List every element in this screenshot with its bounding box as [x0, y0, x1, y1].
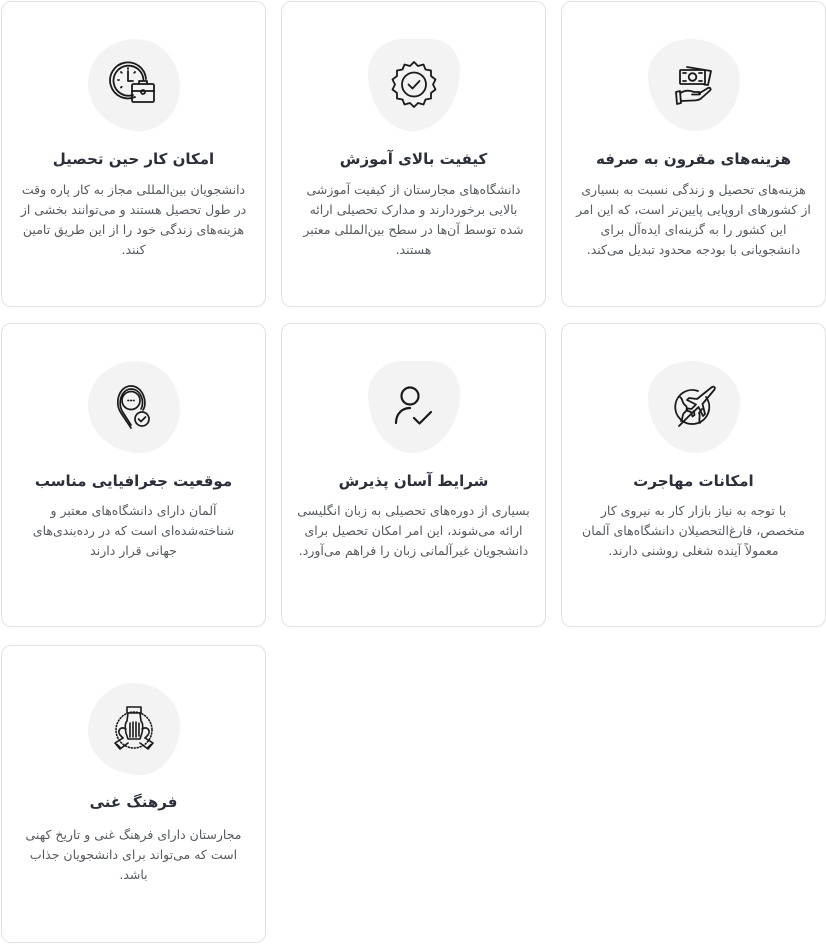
money-hand-icon — [668, 59, 720, 111]
clock-briefcase-icon — [108, 59, 160, 111]
feature-description: دانشگاه‌های مجارستان از کیفیت آموزشی بالایی برخوردارند و مدارک تحصیلی ارائه شده توسط آن‌ها در سطح بین‌المللی معتبر هستند. — [303, 182, 524, 257]
feature-card-education-quality — [281, 1, 546, 307]
location-pin-check-icon — [108, 381, 160, 433]
feature-description: بسیاری از دوره‌های تحصیلی به زبان انگلیسی ارائه می‌شوند، این امر امکان تحصیل برای دانشجویان غیرآلمانی زبان را فراهم می‌آورد. — [297, 503, 530, 558]
feature-title: هزینه‌های مقرون به صرفه — [595, 150, 792, 168]
quality-badge-icon — [388, 59, 440, 111]
feature-card-rich-culture — [1, 645, 266, 943]
icon-container — [368, 39, 460, 131]
feature-title: موقعیت جغرافیایی مناسب — [34, 472, 233, 490]
feature-title: شرایط آسان پذیرش — [338, 472, 489, 490]
feature-title: فرهنگ غنی — [89, 793, 178, 811]
icon-container — [88, 683, 180, 775]
feature-card-work-while-studying — [1, 1, 266, 307]
feature-card-easy-admission — [281, 323, 546, 627]
feature-description: با توجه به نیاز بازار کار به نیروی کار متخصص، فارغ‌التحصیلان دانشگاه‌های آلمان معمولاً آینده شغلی روشنی دارند. — [582, 503, 805, 558]
feature-card-geographic-location — [1, 323, 266, 627]
icon-container — [88, 361, 180, 453]
icon-container — [88, 39, 180, 131]
icon-container — [648, 361, 740, 453]
feature-description: هزینه‌های تحصیل و زندگی نسبت به بسیاری از کشورهای اروپایی پایین‌تر است، که این امر این کشور را به گزینه‌ای ایده‌آل برای دانشجویانی با بودجه محدود تبدیل می‌کند. — [576, 182, 811, 257]
feature-description: دانشجویان بین‌المللی مجاز به کار پاره وقت در طول تحصیل هستند و می‌توانند بخشی از هزینه‌های زندگی خود را از این طریق تامین کنند. — [20, 182, 247, 257]
icon-container — [648, 39, 740, 131]
globe-airplane-icon — [668, 381, 720, 433]
feature-card-affordable-costs — [561, 1, 826, 307]
feature-description: آلمان دارای دانشگاه‌های معتبر و شناخته‌شده‌ای است که در رده‌بندی‌های جهانی قرار دارند — [32, 503, 235, 558]
hands-together-icon — [108, 703, 160, 755]
user-check-icon — [388, 381, 440, 433]
feature-title: امکانات مهاجرت — [633, 472, 754, 490]
feature-title: کیفیت بالای آموزش — [339, 150, 488, 168]
icon-container — [368, 361, 460, 453]
feature-card-immigration — [561, 323, 826, 627]
feature-title: امکان کار حین تحصیل — [52, 150, 215, 168]
feature-description: مجارستان دارای فرهنگ غنی و تاریخ کهنی است که می‌تواند برای دانشجویان جذاب باشد. — [25, 827, 242, 882]
